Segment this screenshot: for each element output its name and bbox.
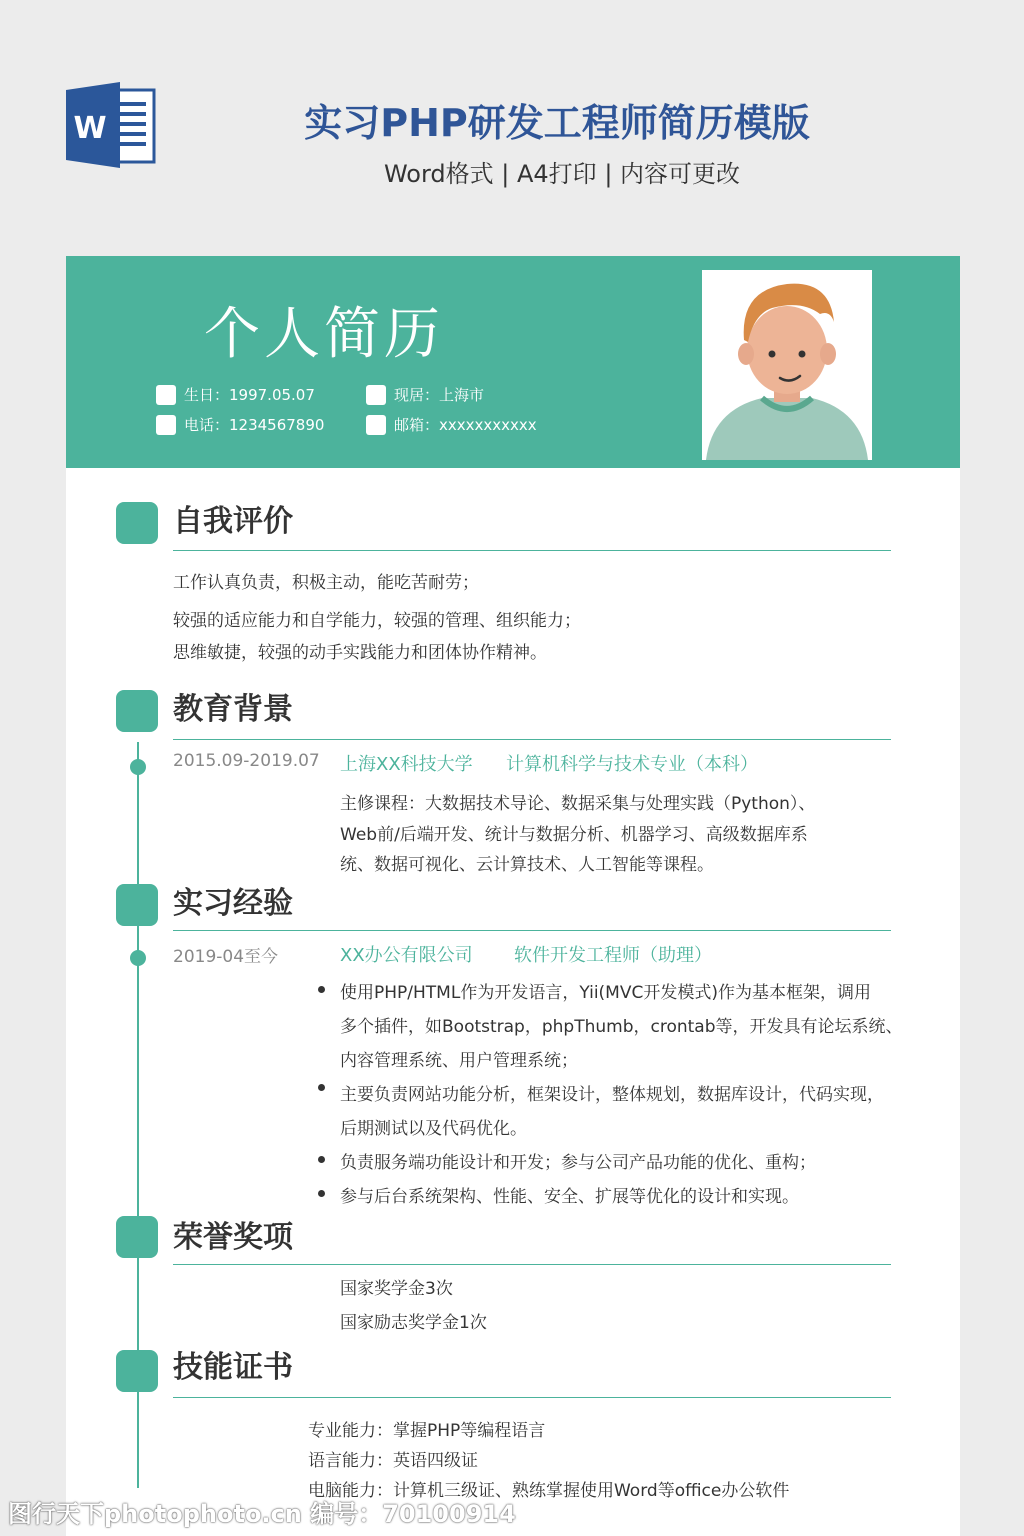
resume-title: 个人简历 (204, 302, 444, 367)
user-icon (156, 385, 176, 405)
education-title: 教育背景 (173, 692, 293, 727)
page-subtitle: Word格式 | A4打印 | 内容可更改 (383, 160, 741, 188)
self-eval-line: 较强的适应能力和自学能力，较强的管理、组织能力； (173, 611, 581, 631)
bullet-dot (318, 1156, 325, 1163)
internship-line: 内容管理系统、用户管理系统； (340, 1051, 578, 1071)
home-icon (366, 385, 386, 405)
internship-line: 后期测试以及代码优化。 (340, 1119, 527, 1139)
self-eval-line: 工作认真负责，积极主动，能吃苦耐劳； (173, 573, 479, 593)
birth-info (156, 384, 315, 405)
person-icon (116, 502, 158, 544)
skills-title: 技能证书 (173, 1350, 293, 1385)
honor-item: 国家励志奖学金1次 (340, 1313, 487, 1333)
resume-sheet (66, 256, 960, 1536)
honor-item: 国家奖学金3次 (340, 1279, 453, 1299)
email-info (366, 414, 537, 435)
watermark: 图行天下photophoto.cn 编号：70100914 (8, 1500, 516, 1528)
education-line: 主修课程：大数据技术导论、数据采集与处理实践（Python）、 (340, 794, 816, 814)
award-icon (116, 1216, 158, 1258)
self-eval-title: 自我评价 (173, 504, 293, 539)
mail-icon (366, 415, 386, 435)
logo-letter: W (73, 111, 107, 146)
education-school: 上海XX科技大学 (340, 754, 473, 775)
timeline-dot (130, 759, 146, 775)
bullet-dot (318, 986, 325, 993)
email-text: 邮箱：xxxxxxxxxxx (394, 416, 537, 434)
internship-date: 2019-04至今 (173, 947, 279, 967)
section-divider (173, 930, 891, 931)
wrench-icon (116, 884, 158, 926)
internship-line: 负责服务端功能设计和开发；参与公司产品功能的优化、重构； (340, 1153, 816, 1173)
phone-icon (156, 415, 176, 435)
internship-line: 多个插件，如Bootstrap，phpThumb，crontab等，开发具有论坛系统、 (340, 1017, 903, 1037)
avatar (702, 270, 872, 460)
education-line: 统、数据可视化、云计算技术、人工智能等课程。 (340, 855, 714, 875)
skill-item: 专业能力：掌握PHP等编程语言 (308, 1421, 546, 1441)
internship-line: 主要负责网站功能分析，框架设计，整体规划，数据库设计，代码实现， (340, 1085, 884, 1105)
education-line: Web前/后端开发、统计与数据分析、机器学习、高级数据库系 (340, 825, 808, 845)
graduation-cap-icon (116, 690, 158, 732)
self-eval-line: 思维敏捷，较强的动手实践能力和团体协作精神。 (173, 643, 547, 663)
internship-line: 参与后台系统架构、性能、安全、扩展等优化的设计和实现。 (340, 1187, 799, 1207)
header-band (66, 256, 960, 468)
lightbulb-icon (116, 1350, 158, 1392)
skill-item: 电脑能力：计算机三级证、熟练掌握使用Word等office办公软件 (308, 1481, 790, 1501)
section-divider (173, 550, 891, 551)
phone-info (156, 414, 324, 435)
internship-company: XX办公有限公司 (340, 945, 473, 966)
honors-title: 荣誉奖项 (173, 1220, 293, 1255)
internship-line: 使用PHP/HTML作为开发语言，Yii(MVC开发模式)作为基本框架，调用 (340, 983, 871, 1003)
internship-role: 软件开发工程师（助理） (514, 945, 712, 966)
bullet-dot (318, 1190, 325, 1197)
location-text: 现居：上海市 (394, 386, 485, 404)
birth-text: 生日：1997.05.07 (184, 386, 315, 404)
section-divider (173, 1264, 891, 1265)
timeline-dot (130, 950, 146, 966)
section-divider (173, 739, 891, 740)
section-divider (173, 1397, 891, 1398)
page-title: 实习PHP研发工程师简历模版 (304, 101, 810, 145)
phone-text: 电话：1234567890 (184, 416, 325, 434)
skill-item: 语言能力：英语四级证 (308, 1451, 478, 1471)
bullet-dot (318, 1084, 325, 1091)
location-info (366, 384, 484, 405)
education-major: 计算机科学与技术专业（本科） (506, 754, 758, 775)
internship-title: 实习经验 (173, 886, 293, 921)
education-date: 2015.09-2019.07 (173, 751, 320, 771)
